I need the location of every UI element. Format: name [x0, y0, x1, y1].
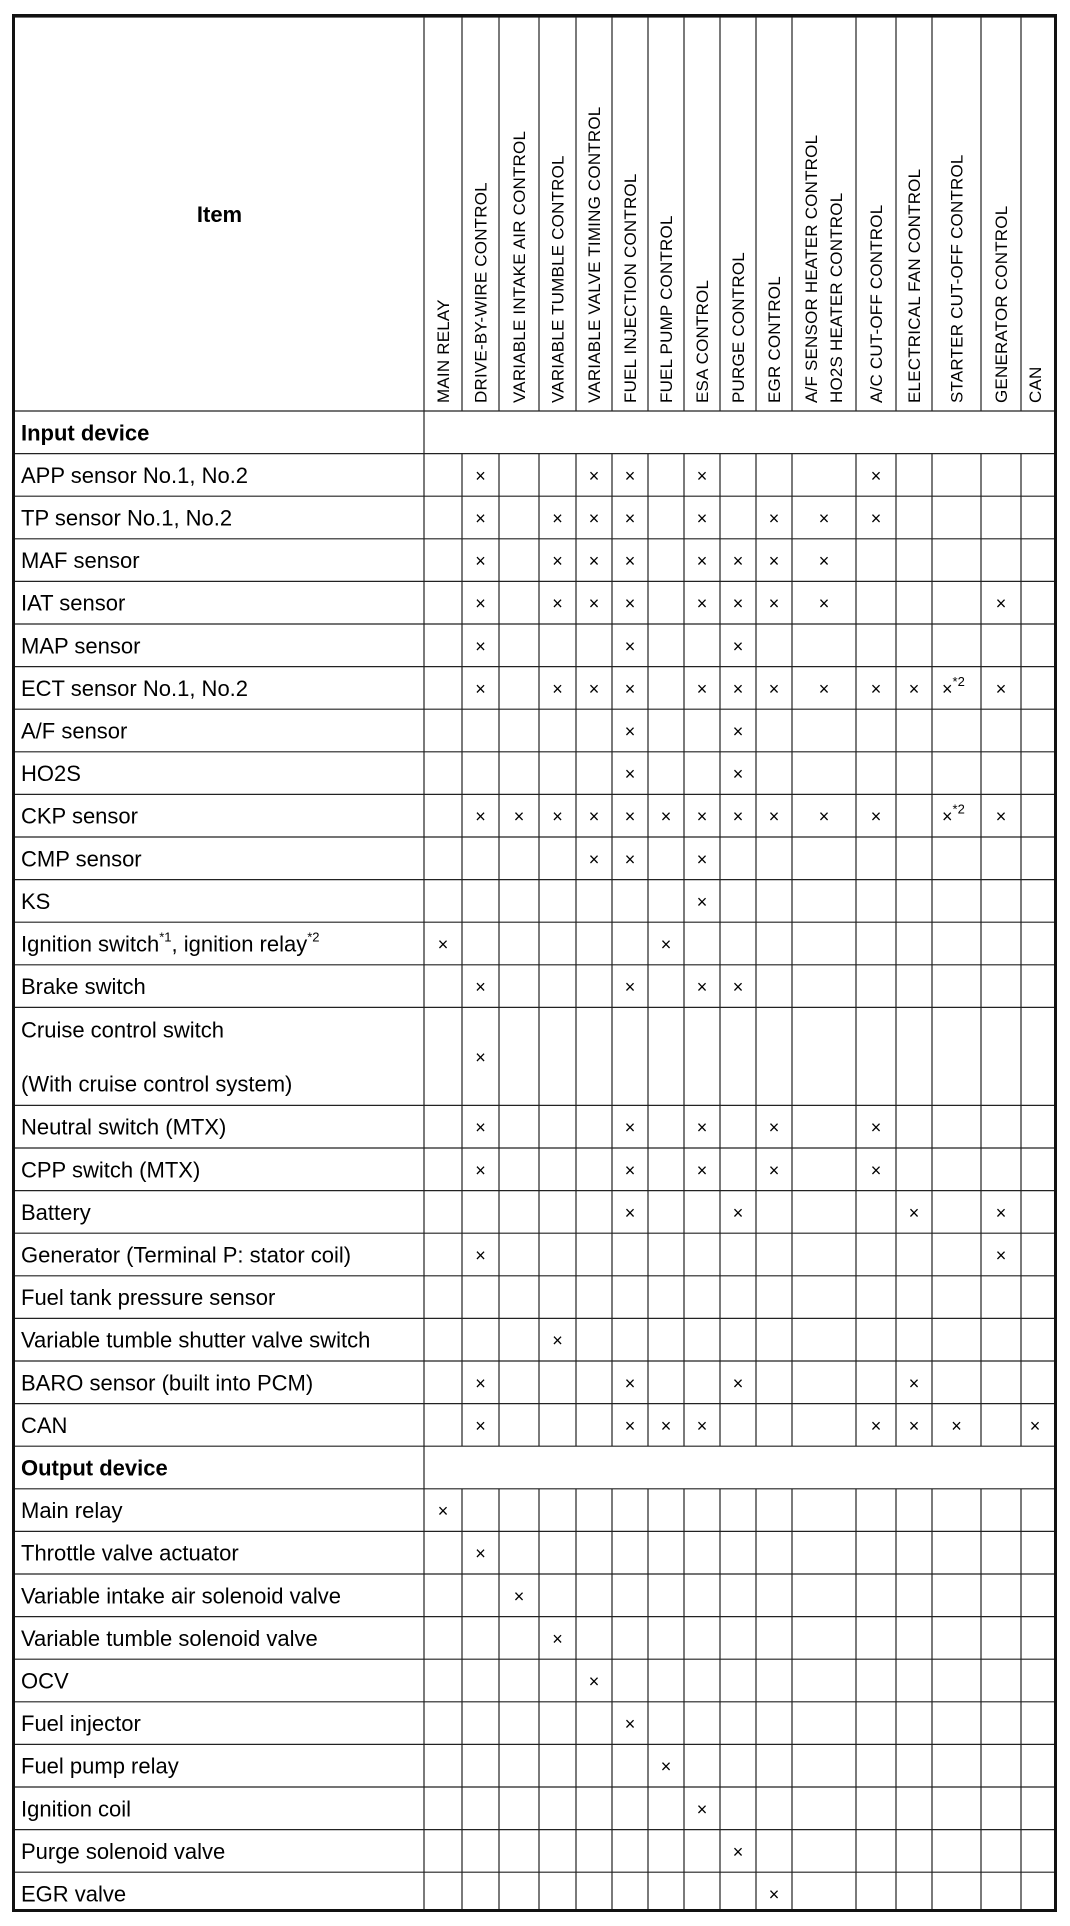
- row-label: CAN: [21, 1412, 68, 1438]
- check-mark: ×: [513, 1586, 525, 1607]
- row-label: Variable tumble solenoid valve: [21, 1625, 318, 1651]
- check-mark: ×: [660, 934, 672, 955]
- check-mark: ×: [696, 1799, 708, 1820]
- row-label: Cruise control switch: [21, 1017, 224, 1043]
- check-mark: ×: [437, 1501, 449, 1522]
- table-row: [21, 506, 881, 531]
- check-mark: ×: [513, 806, 525, 827]
- column-header: STARTER CUT-OFF CONTROL: [947, 154, 967, 403]
- check-mark: ×: [624, 678, 636, 699]
- row-label-note: (With cruise control system): [21, 1071, 293, 1097]
- row-label: HO2S: [21, 761, 81, 787]
- column-header: CAN: [1026, 366, 1045, 403]
- check-mark: ×: [870, 1160, 882, 1181]
- check-mark: ×: [908, 1373, 920, 1394]
- check-mark: ×: [624, 721, 636, 742]
- check-mark: ×: [995, 1202, 1007, 1223]
- check-mark: ×: [870, 678, 882, 699]
- row-label: BARO sensor (built into PCM): [21, 1370, 314, 1396]
- row-label: Variable tumble shutter valve switch: [21, 1327, 371, 1353]
- row-label: TP sensor No.1, No.2: [21, 505, 233, 531]
- item-header: Item: [196, 202, 243, 227]
- check-mark: ×: [696, 551, 708, 572]
- check-mark: ×: [624, 508, 636, 529]
- check-mark: ×: [475, 551, 486, 572]
- check-mark: ×: [995, 1245, 1007, 1266]
- check-mark: ×: [696, 1117, 708, 1138]
- check-mark: ×: [624, 551, 636, 572]
- table-row: [21, 1669, 599, 1694]
- check-mark: ×: [552, 551, 563, 572]
- check-mark: ×: [475, 1117, 486, 1138]
- check-mark: ×: [624, 1202, 636, 1223]
- column-header: PURGE CONTROL: [729, 252, 748, 403]
- check-mark: ×: [951, 1415, 962, 1436]
- control-matrix-table: [12, 14, 1057, 1912]
- check-mark: ×: [870, 806, 882, 827]
- check-mark: ×: [475, 1047, 486, 1068]
- check-mark: ×: [475, 806, 486, 827]
- row-label: A/F sensor: [21, 718, 128, 744]
- check-mark: ×: [588, 678, 600, 699]
- table-row: [21, 674, 1006, 701]
- row-label: CMP sensor: [21, 846, 142, 872]
- column-header: DRIVE-BY-WIRE CONTROL: [471, 182, 491, 403]
- check-mark: ×: [624, 849, 636, 870]
- check-mark: ×: [732, 764, 744, 785]
- column-header: EGR CONTROL: [765, 276, 784, 403]
- row-label: Throttle valve actuator: [21, 1540, 239, 1566]
- check-mark: ×: [732, 551, 744, 572]
- check-mark: ×: [660, 806, 672, 827]
- check-mark: ×: [475, 678, 486, 699]
- check-mark: ×: [624, 1160, 636, 1181]
- column-header: GENERATOR CONTROL: [992, 205, 1011, 403]
- row-label: CPP switch (MTX): [21, 1157, 201, 1183]
- check-mark: ×: [588, 593, 600, 614]
- row-label: Fuel tank pressure sensor: [21, 1285, 276, 1311]
- check-mark: ×: [624, 593, 636, 614]
- check-mark: ×: [768, 551, 780, 572]
- check-mark: ×: [660, 1756, 672, 1777]
- check-mark: ×: [696, 977, 708, 998]
- check-mark: ×: [475, 593, 486, 614]
- row-label: IAT sensor: [21, 590, 126, 616]
- table-row: [21, 463, 881, 488]
- table-grid: [15, 17, 1054, 1909]
- table-row: [21, 930, 671, 957]
- table-row: [21, 1626, 563, 1651]
- table-row: [21, 889, 707, 914]
- check-mark: ×: [475, 1543, 486, 1564]
- table-row: [21, 1243, 1006, 1268]
- check-mark: ×: [475, 636, 486, 657]
- row-label: Fuel injector: [21, 1711, 141, 1737]
- check-mark: ×: [732, 806, 744, 827]
- table-row: [21, 802, 1006, 829]
- column-header: HO2S HEATER CONTROL: [827, 192, 846, 403]
- check-mark: ×: [818, 678, 830, 699]
- check-mark: ×: [624, 1117, 636, 1138]
- table-row: [21, 719, 743, 744]
- check-mark: ×: [995, 678, 1007, 699]
- check-mark: ×: [588, 806, 600, 827]
- column-header: MAIN RELAY: [434, 299, 453, 403]
- check-mark: ×: [870, 508, 882, 529]
- table-row: [21, 1370, 919, 1395]
- check-mark: ×: [995, 593, 1007, 614]
- table-row: [21, 1882, 779, 1907]
- table-row: [21, 1583, 524, 1608]
- column-header: A/F SENSOR HEATER CONTROL: [802, 134, 821, 403]
- column-header: VARIABLE INTAKE AIR CONTROL: [510, 130, 529, 403]
- check-mark: ×: [995, 806, 1007, 827]
- check-mark: ×: [475, 465, 486, 486]
- check-mark: ×: [588, 1671, 600, 1692]
- check-mark: ×: [732, 593, 744, 614]
- column-header: VARIABLE TUMBLE CONTROL: [548, 155, 568, 403]
- section-label: Output device: [21, 1455, 168, 1481]
- table-header: [197, 107, 1045, 403]
- check-mark: ×: [870, 1117, 882, 1138]
- check-mark: ×: [870, 1415, 882, 1436]
- check-mark: ×: [588, 849, 600, 870]
- check-mark: ×: [732, 1202, 744, 1223]
- check-mark: ×: [818, 593, 830, 614]
- check-mark: ×: [624, 1373, 636, 1394]
- check-mark: ×: [475, 1160, 486, 1181]
- check-mark: ×: [660, 1415, 672, 1436]
- section-label: Input device: [21, 420, 150, 446]
- check-mark: ×: [768, 508, 780, 529]
- table-row: [21, 1413, 1040, 1438]
- row-label: Brake switch: [21, 974, 146, 1000]
- check-mark: ×: [696, 1415, 708, 1436]
- check-mark: ×: [768, 678, 780, 699]
- check-mark: ×: [768, 593, 780, 614]
- check-mark: ×: [818, 551, 830, 572]
- table-row: [21, 1115, 881, 1140]
- table-row: [21, 633, 743, 658]
- row-label: MAP sensor: [21, 633, 141, 659]
- table-row: [21, 1796, 707, 1821]
- table-row: [21, 591, 1006, 616]
- row-label: Generator (Terminal P: stator coil): [21, 1242, 352, 1268]
- table-body: [21, 420, 1040, 1906]
- check-mark: ×: [696, 806, 708, 827]
- table-row: [21, 1328, 563, 1353]
- check-mark: ×: [908, 678, 920, 699]
- table-row: [21, 1711, 635, 1736]
- row-label: Main relay: [21, 1498, 123, 1524]
- check-mark: ×: [475, 1373, 486, 1394]
- table-row: [21, 1157, 881, 1182]
- row-label: Purge solenoid valve: [21, 1838, 226, 1864]
- check-mark: ×: [696, 508, 708, 529]
- check-mark: ×: [1029, 1415, 1041, 1436]
- table-row: [21, 1017, 486, 1096]
- row-label: MAF sensor: [21, 548, 140, 574]
- column-header: A/C CUT-OFF CONTROL: [867, 204, 886, 403]
- check-mark: ×: [624, 1714, 636, 1735]
- check-mark: ×: [552, 1628, 563, 1649]
- table-row: [21, 1498, 448, 1523]
- check-mark: ×: [475, 1415, 486, 1436]
- check-mark: ×: [588, 508, 600, 529]
- table-row: [21, 974, 743, 999]
- table-row: [21, 1839, 743, 1864]
- table-row: [21, 1754, 671, 1779]
- check-mark: ×: [624, 636, 636, 657]
- table-row: [21, 548, 829, 573]
- table-row: [21, 1200, 1006, 1225]
- check-mark: ×: [732, 636, 744, 657]
- check-mark: ×: [475, 508, 486, 529]
- row-label: Ignition coil: [21, 1796, 132, 1822]
- check-mark: ×: [588, 551, 600, 572]
- column-header: FUEL PUMP CONTROL: [657, 215, 676, 403]
- check-mark: ×: [696, 593, 708, 614]
- row-label: Ignition switch$^{*1}$, ignition relay$^{*2}$: [21, 929, 320, 957]
- check-mark: ×: [818, 508, 830, 529]
- check-mark: ×: [552, 1330, 563, 1351]
- column-header: VARIABLE VALVE TIMING CONTROL: [585, 106, 604, 403]
- check-mark: ×: [437, 934, 449, 955]
- column-header: ESA CONTROL: [693, 279, 712, 403]
- check-mark: ×: [624, 1415, 636, 1436]
- row-label: Fuel pump relay: [21, 1753, 179, 1779]
- column-header: FUEL INJECTION CONTROL: [621, 173, 640, 403]
- column-header: ELECTRICAL FAN CONTROL: [905, 168, 924, 403]
- check-mark: ×: [818, 806, 830, 827]
- row-label: OCV: [21, 1668, 69, 1694]
- table-row: [21, 761, 743, 786]
- check-mark: ×: [552, 806, 563, 827]
- check-mark: ×: [768, 806, 780, 827]
- check-mark: ×: [908, 1202, 920, 1223]
- check-mark: ×: [908, 1415, 920, 1436]
- row-label: Battery: [21, 1199, 91, 1225]
- check-mark: ×: [696, 1160, 708, 1181]
- check-mark: ×: [696, 678, 708, 699]
- row-label: Neutral switch (MTX): [21, 1114, 227, 1140]
- check-mark: ×: [624, 977, 636, 998]
- check-mark: ×: [732, 721, 744, 742]
- check-mark: ×: [768, 1160, 780, 1181]
- check-mark: ×: [624, 764, 636, 785]
- table-row: [21, 1285, 275, 1310]
- check-mark: ×: [552, 508, 563, 529]
- check-mark: ×: [732, 678, 744, 699]
- check-mark: ×: [732, 1373, 744, 1394]
- row-label: ECT sensor No.1, No.2: [21, 675, 249, 701]
- table-row: [21, 1541, 486, 1566]
- row-label: EGR valve: [21, 1881, 127, 1907]
- check-mark: ×: [475, 977, 486, 998]
- row-label: Variable intake air solenoid valve: [21, 1583, 341, 1609]
- row-label: CKP sensor: [21, 803, 138, 829]
- check-mark: ×: [588, 465, 600, 486]
- table-row: [21, 846, 707, 871]
- check-mark: ×: [696, 849, 708, 870]
- check-mark: ×: [624, 465, 636, 486]
- check-mark: ×: [552, 678, 563, 699]
- check-mark: ×: [870, 465, 882, 486]
- check-mark: ×: [732, 1841, 744, 1862]
- check-mark: ×: [732, 977, 744, 998]
- check-mark: ×: [552, 593, 563, 614]
- row-label: APP sensor No.1, No.2: [21, 462, 249, 488]
- check-mark: ×$^{*2}$: [942, 801, 965, 827]
- check-mark: ×: [475, 1245, 486, 1266]
- check-mark: ×: [768, 1117, 780, 1138]
- check-mark: ×: [768, 1884, 780, 1905]
- check-mark: ×: [624, 806, 636, 827]
- row-label: KS: [21, 888, 51, 914]
- check-mark: ×: [696, 891, 708, 912]
- check-mark: ×: [696, 465, 708, 486]
- check-mark: ×$^{*2}$: [942, 673, 965, 699]
